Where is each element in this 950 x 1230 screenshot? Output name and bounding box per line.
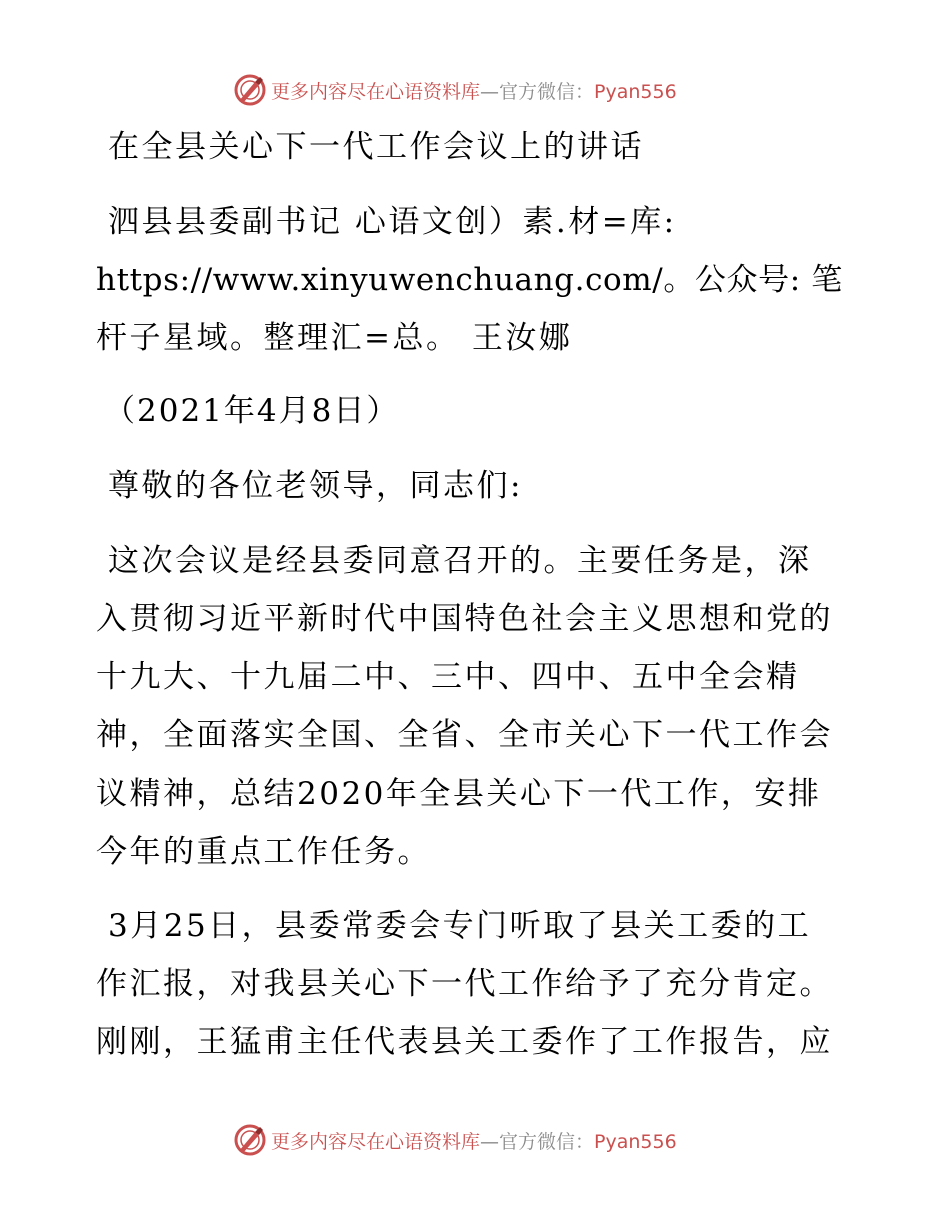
pen-logo-icon: [233, 73, 267, 107]
paragraph-1-line-4: 神，全面落实全国、全省、全市关心下一代工作会: [96, 717, 833, 753]
watermark-site-name: 更多内容尽在心语资料库: [271, 80, 481, 103]
watermark-content: [233, 70, 677, 110]
paragraph-1-line-6: 今年的重点工作任务。: [96, 834, 431, 870]
byline-line-2: https://www.xinyuwenchuang.com/。公众号: 笔: [96, 262, 843, 298]
footer-watermark-banner: [0, 1120, 950, 1160]
paragraph-2-line-1: 3月25日，县委常委会专门听取了县关工委的工: [108, 908, 812, 944]
byline-line-3: 杆子星域。整理汇=总。 王汝娜: [96, 320, 573, 356]
watermark-wechat-label: 官方微信：: [499, 80, 595, 103]
paragraph-1-line-5: 议精神，总结2020年全县关心下一代工作，安排: [96, 776, 822, 812]
pen-logo-icon: [233, 1123, 267, 1157]
byline-line-1: 泗县县委副书记 心语文创）素.材=库:: [108, 204, 677, 240]
watermark-text: [271, 77, 677, 104]
watermark-dash: —: [480, 80, 500, 103]
watermark-wechat-account: Pyan556: [594, 80, 677, 103]
watermark-dash: —: [480, 1130, 500, 1153]
paragraph-1-line-2: 入贯彻习近平新时代中国特色社会主义思想和党的: [96, 601, 833, 637]
salutation: 尊敬的各位老领导，同志们:: [108, 468, 523, 504]
watermark-wechat-label: 官方微信：: [499, 1130, 595, 1153]
document-title: 在全县关心下一代工作会议上的讲话: [108, 129, 644, 165]
paragraph-2-line-3: 刚刚，王猛甫主任代表县关工委作了工作报告，应: [96, 1024, 833, 1060]
watermark-text: [271, 1127, 677, 1154]
header-watermark-banner: [0, 70, 950, 110]
paragraph-2-line-2: 作汇报，对我县关心下一代工作给予了充分肯定。: [96, 966, 833, 1002]
paragraph-1-line-3: 十九大、十九届二中、三中、四中、五中全会精: [96, 659, 800, 695]
paragraph-1-line-1: 这次会议是经县委同意召开的。主要任务是，深: [108, 543, 812, 579]
watermark-content: [233, 1120, 677, 1160]
speech-date: （2021年4月8日）: [104, 393, 400, 429]
watermark-wechat-account: Pyan556: [594, 1130, 677, 1153]
watermark-site-name: 更多内容尽在心语资料库: [271, 1130, 481, 1153]
